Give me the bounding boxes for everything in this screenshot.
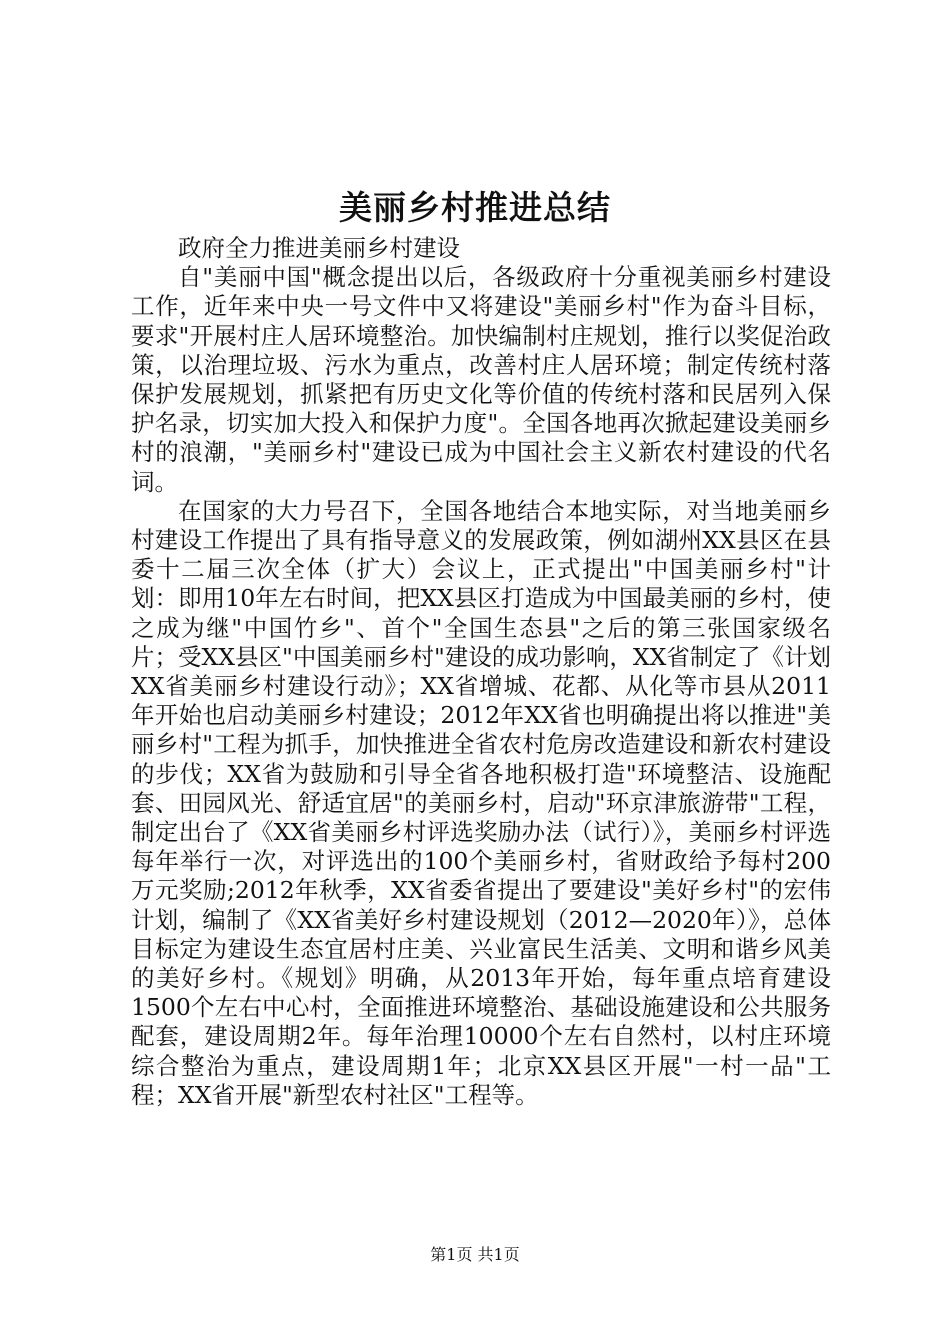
subtitle-paragraph: 政府全力推进美丽乡村建设 bbox=[178, 234, 460, 262]
body-paragraph: 自"美丽中国"概念提出以后，各级政府十分重视美丽乡村建设工作，近年来中央一号文件中又将建设"美丽乡村"作为奋斗目标，要求"开展村庄人居环境整治。加快编制村庄规划，推行以奖促治政策，以治理垃圾、污水为重点，改善村庄人居环境；制定传统村落保护发展规划，抓紧把有历史文化等价值的传统村落和民居列入保护名录，切实加大投入和保护力度"。全国各地再次掀起建设美丽乡村的浪潮，"美丽乡村"建设已成为中国社会主义新农村建设的代名词。 bbox=[131, 263, 831, 496]
body-paragraph: 在国家的大力号召下，全国各地结合本地实际，对当地美丽乡村建设工作提出了具有指导意义的发展政策，例如湖州XX县区在县委十二届三次全体（扩大）会议上，正式提出"中国美丽乡村"计划：即用10年左右时间，把XX县区打造成为中国最美丽的乡村，使之成为继"中国竹乡"、首个"全国生态县"之后的第三张国家级名片；受XX县区"中国美丽乡村"建设的成功影响，XX省制定了《计划XX省美丽乡村建设行动》；XX省增城、花都、从化等市县从2011年开始也启动美丽乡村建设；2012年XX省也明确提出将以推进"美丽乡村"工程为抓手，加快推进全省农村危房改造建设和新农村建设的步伐；XX省为鼓励和引导全省各地积极打造"环境整洁、设施配套、田园风光、舒适宜居"的美丽乡村，启动"环京津旅游带"工程，制定出台了《XX省美丽乡村评选奖励办法（试行）》，美丽乡村评选每年举行一次，对评选出的100个美丽乡村，省财政给予每村200万元奖励;2012年秋季，XX省委省提出了要建设"美好乡村"的宏伟计划，编制了《XX省美好乡村建设规划（2012—2020年）》，总体目标定为建设生态宜居村庄美、兴业富民生活美、文明和谐乡风美的美好乡村。《规划》明确，从2013年开始，每年重点培育建设1500个左右中心村，全面推进环境整治、基础设施建设和公共服务配套，建设周期2年。每年治理10000个左右自然村，以村庄环境综合整治为重点，建设周期1年；北京XX县区开展"一村一品"工程；XX省开展"新型农村社区"工程等。 bbox=[131, 496, 831, 1109]
document-body bbox=[131, 234, 831, 1110]
document-title: 美丽乡村推进总结 bbox=[339, 188, 611, 227]
page-footer: 第1页 共1页 bbox=[430, 1245, 520, 1264]
